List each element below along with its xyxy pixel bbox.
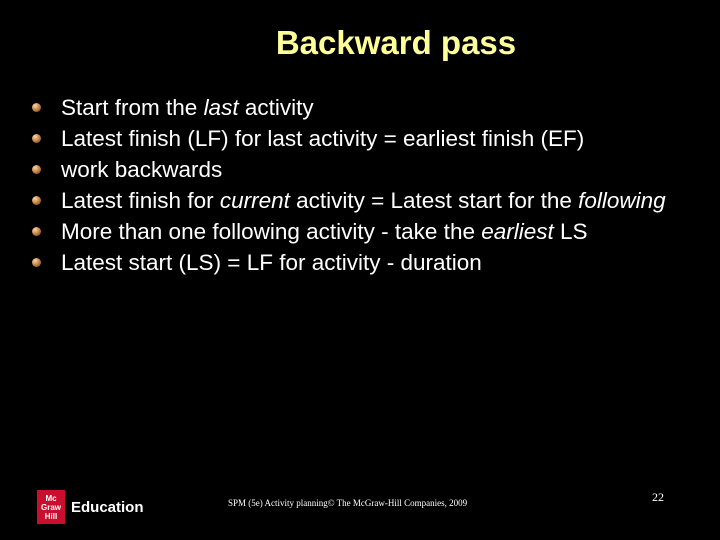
bullet-emphasis: following	[578, 188, 666, 213]
bullet-item	[30, 185, 690, 216]
bullet-icon	[32, 165, 41, 174]
bullet-item	[30, 154, 690, 185]
bullet-icon	[32, 103, 41, 112]
bullet-text: activity	[238, 95, 314, 120]
bullet-emphasis: current	[219, 188, 290, 213]
logo-line: Graw	[40, 502, 61, 512]
footer-text: SPM (5e) Activity planning© The McGraw-Hill Companies, 2009	[228, 498, 468, 508]
bullet-item	[30, 92, 690, 123]
bullet-icon	[32, 258, 41, 267]
bullet-emphasis: earliest	[481, 219, 554, 244]
bullet-icon	[32, 227, 41, 236]
logo-text: Education	[71, 498, 144, 516]
bullet-item	[30, 247, 690, 278]
bullet-text: work backwards	[61, 157, 223, 182]
bullet-text: Latest start (LS) = LF for activity - duration	[61, 250, 482, 275]
slide-title: Backward pass	[275, 24, 517, 61]
bullet-text: activity = Latest start for the	[289, 188, 579, 213]
page-number: 22	[652, 490, 664, 504]
bullet-item	[30, 123, 690, 154]
bullet-text: Start from the	[61, 95, 204, 120]
bullet-text: Latest finish for	[61, 188, 220, 213]
bullet-item	[30, 216, 690, 247]
bullet-icon	[32, 134, 41, 143]
bullet-icon	[32, 196, 41, 205]
logo-line: Mc	[45, 493, 57, 503]
logo-mark	[37, 490, 65, 524]
logo-line: Hill	[44, 511, 58, 521]
bullet-list	[30, 92, 690, 278]
mcgraw-hill-education-logo	[37, 490, 144, 524]
bullet-text: LS	[553, 219, 588, 244]
bullet-emphasis: last	[203, 95, 239, 120]
bullet-text: Latest finish (LF) for last activity = earliest finish (EF)	[61, 126, 585, 151]
bullet-text: More than one following activity - take the	[61, 219, 482, 244]
